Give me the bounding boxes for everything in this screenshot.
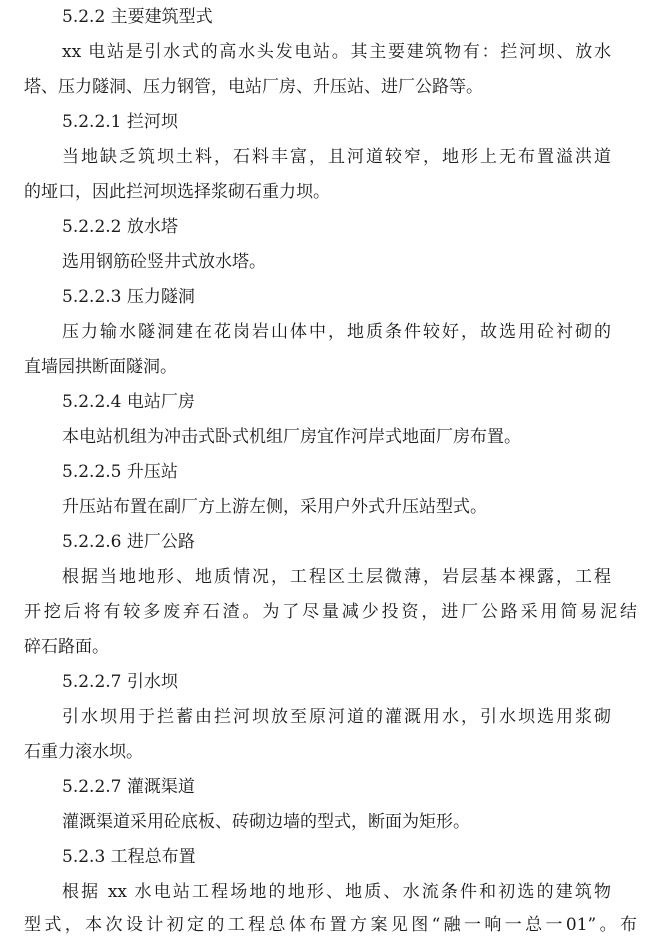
subsection-heading-access-road: 5.2.2.6 进厂公路: [62, 532, 195, 552]
subsection-heading-tunnel: 5.2.2.3 压力隧洞: [62, 287, 195, 307]
paragraph-line: 开挖后将有较多废弃石渣。为了尽量减少投资，进厂公路采用简易泥结: [24, 602, 637, 622]
subsection-heading-powerhouse: 5.2.2.4 电站厂房: [62, 392, 195, 412]
paragraph-line: 压力输水隧洞建在花岗岩山体中，地质条件较好，故选用砼衬砌的: [62, 322, 611, 342]
subsection-heading-tower: 5.2.2.2 放水塔: [62, 217, 178, 237]
paragraph-line: 灌溉渠道采用砼底板、砖砌边墙的型式，断面为矩形。: [62, 812, 470, 832]
paragraph-line: 本电站机组为冲击式卧式机组厂房宜作河岸式地面厂房布置。: [62, 427, 521, 447]
subsection-heading-diversion-dam: 5.2.2.7 引水坝: [62, 672, 178, 692]
paragraph-line: 碎石路面。: [24, 637, 109, 657]
paragraph-line: 升压站布置在副厂方上游左侧，采用户外式升压站型式。: [62, 497, 487, 517]
paragraph-line: 根据当地地形、地质情况，工程区土层微薄，岩层基本裸露，工程: [62, 567, 611, 587]
paragraph-line: xx 电站是引水式的高水头发电站。其主要建筑物有：拦河坝、放水: [62, 42, 611, 62]
section-heading-5-2-2: 5.2.2 主要建筑型式: [62, 7, 213, 27]
paragraph-line: 石重力滚水坝。: [24, 742, 143, 762]
paragraph-line: 当地缺乏筑坝土料，石料丰富，且河道较窄，地形上无布置溢洪道: [62, 147, 611, 167]
paragraph-line: 引水坝用于拦蓄由拦河坝放至原河道的灌溉用水，引水坝选用浆砌: [62, 707, 611, 727]
paragraph-line: 选用钢筋砼竖井式放水塔。: [62, 252, 266, 272]
subsection-heading-irrigation-canal: 5.2.2.7 灌溉渠道: [62, 777, 195, 797]
paragraph-line: 的垭口，因此拦河坝选择浆砌石重力坝。: [24, 182, 330, 202]
paragraph-line: 塔、压力隧洞、压力钢管，电站厂房、升压站、进厂公路等。: [24, 77, 483, 97]
paragraph-line: 直墙园拱断面隧洞。: [24, 357, 177, 377]
paragraph-line: 根据 xx 水电站工程场地的地形、地质、水流条件和初选的建筑物: [62, 882, 611, 902]
subsection-heading-substation: 5.2.2.5 升压站: [62, 462, 178, 482]
paragraph-line: 型式，本次设计初定的工程总体布置方案见图“融一响一总一01”。布: [24, 915, 637, 935]
section-heading-5-2-3: 5.2.3 工程总布置: [62, 847, 196, 867]
subsection-heading-dam: 5.2.2.1 拦河坝: [62, 112, 178, 132]
